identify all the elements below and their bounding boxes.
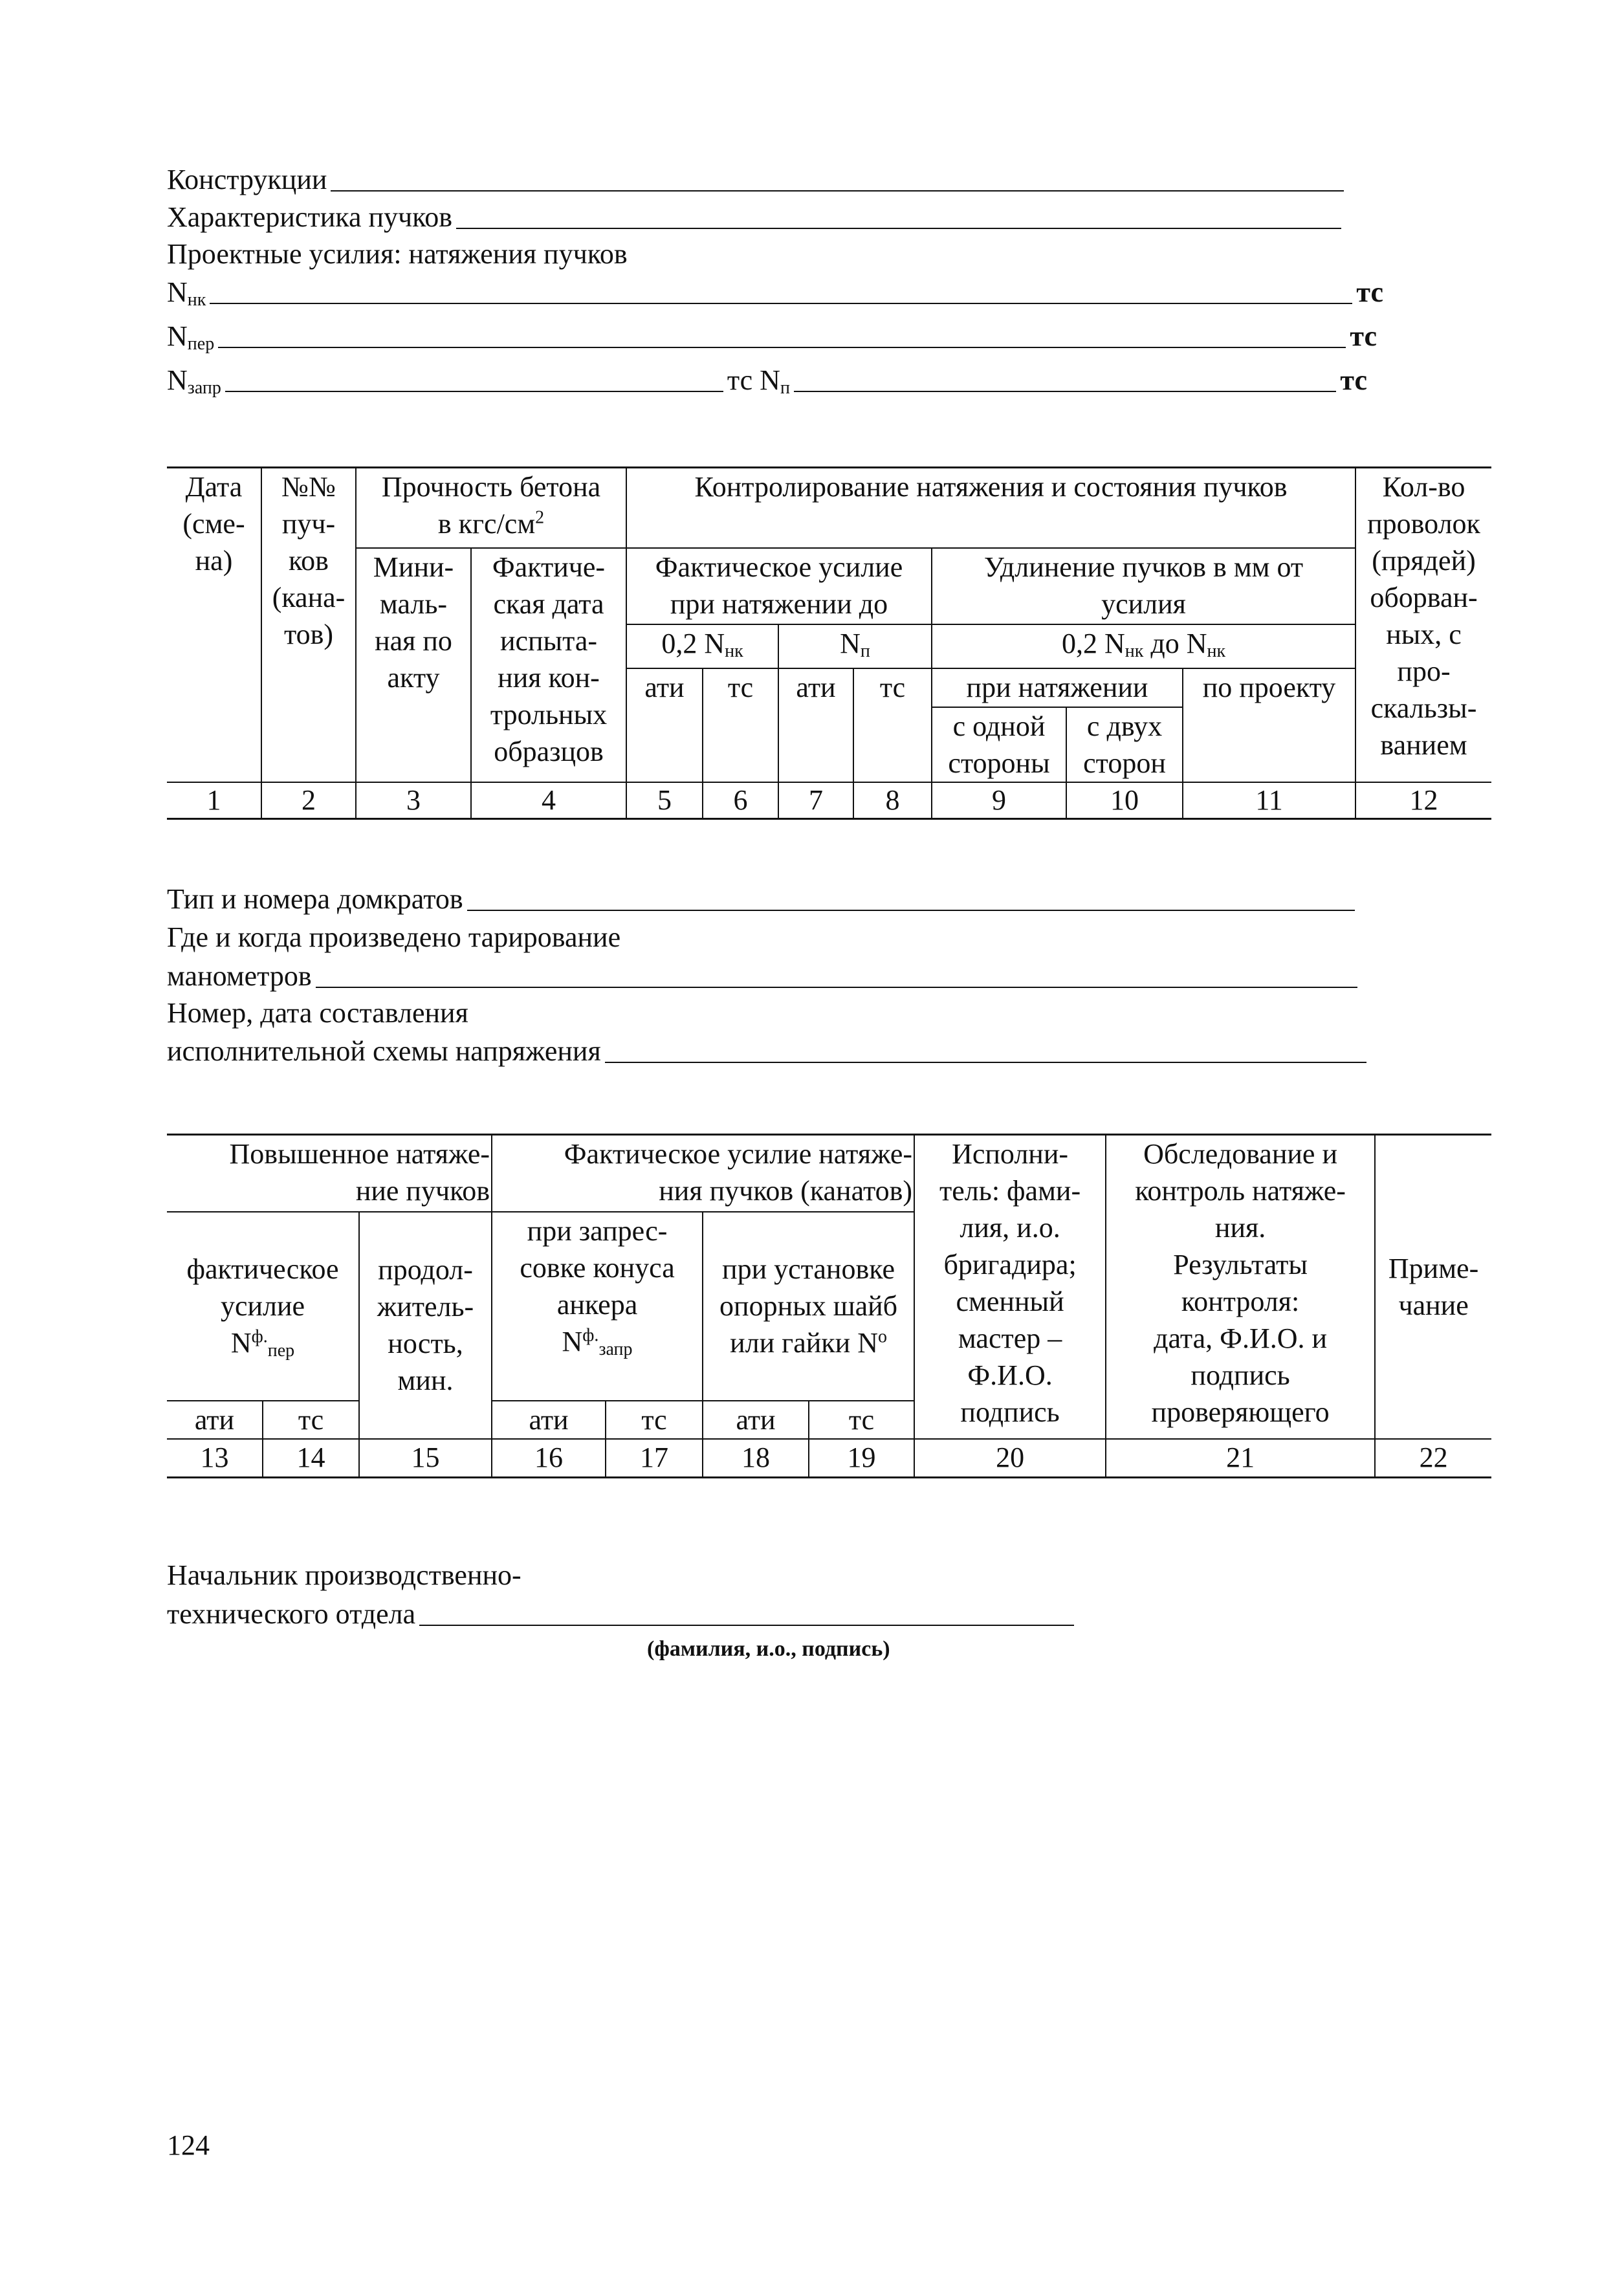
col-one-side-header: с одной стороны <box>932 707 1066 782</box>
col-ati-header: ати <box>626 668 703 782</box>
calibration-text: Где и когда произведено тарирование <box>167 921 621 953</box>
col-02nnk-header: 0,2 $N_{нк}$ <box>626 624 778 668</box>
column-number: 16 <box>492 1439 606 1478</box>
n-per-label: $N_{пер}$ <box>167 320 215 354</box>
n-nk-field <box>167 276 1383 309</box>
jacks-field <box>167 883 1359 916</box>
n-p-input[interactable] <box>794 368 1336 392</box>
col-by-design-header: по проекту <box>1183 668 1355 782</box>
column-number: 13 <box>167 1439 263 1478</box>
col-ts-header: тс <box>853 668 932 782</box>
column-number: 11 <box>1183 782 1355 819</box>
column-number: 9 <box>932 782 1066 819</box>
scheme-field <box>167 1035 1370 1068</box>
column-number: 1 <box>167 782 261 819</box>
n-per-input[interactable] <box>218 324 1346 348</box>
col-ati-header: ати <box>167 1401 263 1439</box>
col-duration-header: продол- житель- ность, мин. <box>359 1212 492 1439</box>
signature-caption: (фамилия, и.о., подпись) <box>647 1637 890 1661</box>
scheme-label-2: исполнительной схемы напряжения <box>167 1035 601 1067</box>
page-number: 124 <box>167 2129 210 2161</box>
department-head-text: Начальник производственно- <box>167 1559 521 1591</box>
col-np-header: $N_п$ <box>778 624 932 668</box>
column-number: 6 <box>703 782 778 819</box>
col-actual-force-header: Фактическое усилие при натяжении до <box>626 548 932 624</box>
col-ati-header: ати <box>778 668 853 782</box>
department-head-signature-field <box>167 1597 1078 1631</box>
column-number: 3 <box>356 782 471 819</box>
col-ts-header: тс <box>809 1401 914 1439</box>
col-control-header: Контролирование натяжения и состояния пучков <box>626 468 1355 548</box>
scheme-text: Номер, дата составления <box>167 997 468 1029</box>
col-actual-date-header: Фактиче- ская дата испыта- ния кон- трольных образцов <box>471 548 626 782</box>
col-concrete-strength-header: Прочность бетона в кгс/$см^2$ <box>356 468 626 548</box>
column-number: 4 <box>471 782 626 819</box>
column-number: 14 <box>263 1439 359 1478</box>
col-range-header: 0,2 $N_{нк}$ до $N_{нк}$ <box>932 624 1355 668</box>
design-forces-label <box>167 237 628 271</box>
unit-ts: тс <box>1356 276 1383 308</box>
scheme-label <box>167 996 468 1030</box>
bundle-characteristics-label: Характеристика пучков <box>167 201 453 233</box>
n-per-field <box>167 320 1377 353</box>
col-two-sides-header: с двух сторон <box>1066 707 1183 782</box>
column-number: 5 <box>626 782 703 819</box>
constructions-input[interactable] <box>331 167 1344 192</box>
col-elongation-header: Удлинение пучков в мм от усилия <box>932 548 1355 624</box>
jacks-label: Тип и номера домкратов <box>167 883 463 915</box>
n-nk-input[interactable] <box>210 280 1352 304</box>
column-number: 18 <box>703 1439 809 1478</box>
manometers-input[interactable] <box>316 963 1357 988</box>
col-ati-header: ати <box>703 1401 809 1439</box>
design-forces-text: Проектные усилия: натяжения пучков <box>167 238 628 270</box>
column-numbers-row <box>167 1439 1491 1478</box>
calibration-label <box>167 921 620 954</box>
column-number: 17 <box>606 1439 703 1478</box>
bundle-characteristics-input[interactable] <box>456 204 1341 229</box>
n-p-label: тс $N_п$ <box>727 364 790 398</box>
col-bundle-no-header: №№ пуч- ков (кана- тов) <box>261 468 356 782</box>
scheme-input[interactable] <box>605 1038 1366 1063</box>
department-head-label-2: технического отдела <box>167 1598 416 1630</box>
bundle-characteristics-field <box>167 201 1345 234</box>
column-number: 19 <box>809 1439 914 1478</box>
col-ts-header: тс <box>606 1401 703 1439</box>
column-numbers-row <box>167 782 1491 819</box>
n-nk-label: $N_{нк}$ <box>167 276 206 310</box>
column-number: 10 <box>1066 782 1183 819</box>
column-number: 22 <box>1375 1439 1491 1478</box>
column-number: 7 <box>778 782 853 819</box>
column-number: 21 <box>1106 1439 1375 1478</box>
n-zapr-field <box>167 364 1367 397</box>
column-number: 2 <box>261 782 356 819</box>
column-number: 20 <box>914 1439 1106 1478</box>
col-executor-header: Исполни- тель: фами- лия, и.о. бригадира; сменный мастер – Ф.И.О. подпись <box>914 1135 1106 1439</box>
col-broken-wires-header: Кол-во проволок (прядей) оборван- ных, с про- скальзы- ванием <box>1355 468 1491 782</box>
unit-ts: тс <box>1340 364 1367 396</box>
tension-control-table <box>167 466 1491 820</box>
column-number: 8 <box>853 782 932 819</box>
constructions-field <box>167 163 1348 197</box>
col-increased-tension-header: Повышенное натяже- ние пучков <box>167 1135 492 1212</box>
manometers-label: манометров <box>167 960 312 992</box>
col-minimal-header: Мини- маль- ная по акту <box>356 548 471 782</box>
signature-input[interactable] <box>419 1601 1074 1626</box>
n-zapr-input[interactable] <box>225 368 723 392</box>
col-actual-force-header: фактическое усилие $N^{ф.}_{пер}$ <box>167 1212 359 1401</box>
col-inspection-header: Обследование и контроль натяже- ния. Результаты контроля: дата, Ф.И.О. и подпись проверяющего <box>1106 1135 1375 1439</box>
col-pressing-header: при запрес- совке конуса анкера $N^{ф.}_{запр}$ <box>492 1212 703 1401</box>
n-zapr-label: $N_{запр}$ <box>167 364 221 398</box>
tension-execution-table <box>167 1134 1491 1478</box>
jacks-input[interactable] <box>467 886 1355 911</box>
col-washers-header: при установке опорных шайб или гайки $N^о$ <box>703 1212 914 1401</box>
manometers-field <box>167 960 1361 993</box>
col-note-header: Приме- чание <box>1375 1135 1491 1439</box>
unit-ts: тс <box>1350 320 1377 352</box>
department-head-label <box>167 1559 521 1592</box>
constructions-label: Конструкции <box>167 164 327 195</box>
col-date-header: Дата (сме- на) <box>167 468 261 782</box>
col-actual-tension-header: Фактическое усилие натяже- ния пучков (канатов) <box>492 1135 914 1212</box>
col-ati-header: ати <box>492 1401 606 1439</box>
column-number: 15 <box>359 1439 492 1478</box>
col-ts-header: тс <box>263 1401 359 1439</box>
col-during-tension-header: при натяжении <box>932 668 1183 707</box>
column-number: 12 <box>1355 782 1491 819</box>
col-ts-header: тс <box>703 668 778 782</box>
